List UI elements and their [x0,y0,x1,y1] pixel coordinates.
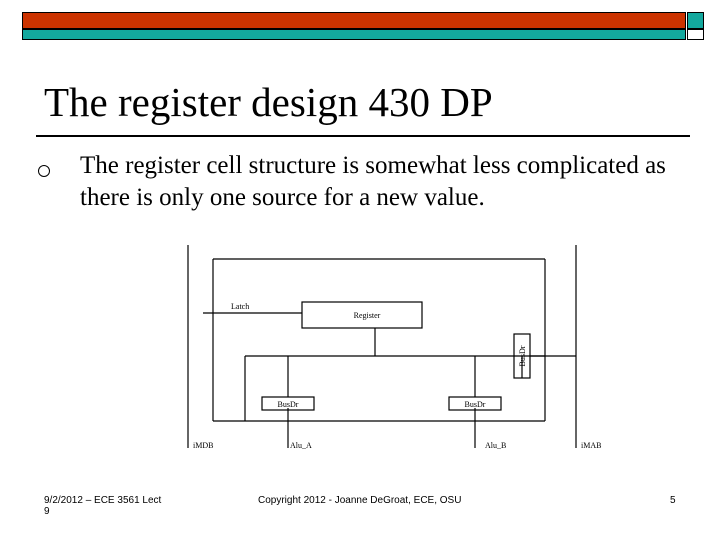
bullet-text: The register cell structure is somewhat less complicated as there is only one source for a new value. [80,152,666,211]
busdr-vertical-label: BusDr [518,345,527,367]
imdb-label: iMDB [193,441,214,450]
bullet-circle-icon [38,165,50,177]
footer-date-line2: 9 [44,506,50,517]
busdr-right-label: BusDr [464,400,486,409]
footer-page-number: 5 [670,495,676,506]
header-bar-white-square [687,29,704,40]
header-bar-teal [22,29,686,40]
footer-date-line1: 9/2/2012 – ECE 3561 Lect [44,495,162,506]
imab-label: iMAB [581,441,602,450]
footer-date [44,495,161,517]
alu-b-label: Alu_B [485,441,507,450]
register-cell-diagram [185,243,615,458]
alu-a-label: Alu_A [290,441,312,450]
busdr-left-label: BusDr [277,400,299,409]
latch-label: Latch [231,302,250,311]
slide-title: The register design 430 DP [44,79,493,125]
header-bar-teal-square [687,12,704,29]
header-bar-red [22,12,686,29]
title-divider [36,135,690,137]
register-label: Register [353,311,381,320]
footer-copyright: Copyright 2012 - Joanne DeGroat, ECE, OSU [258,495,462,506]
